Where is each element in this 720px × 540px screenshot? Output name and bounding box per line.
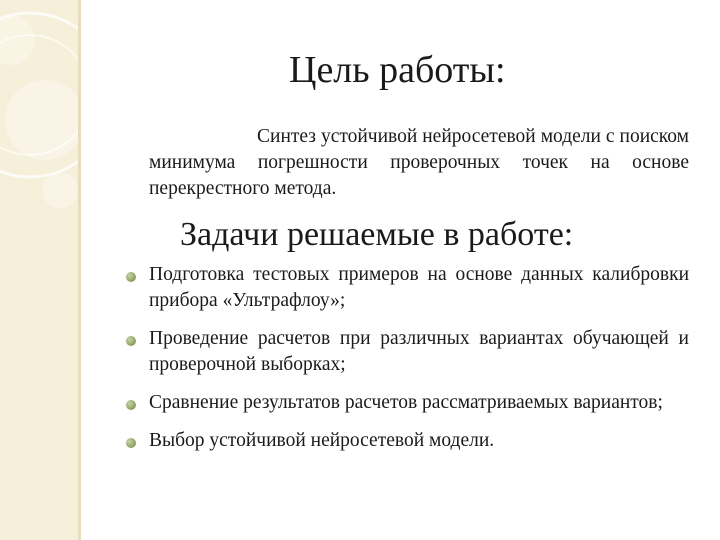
task-text: Проведение расчетов при различных вариантах обучающей и проверочной выборках;: [149, 328, 689, 375]
task-text: Выбор устойчивой нейросетевой модели.: [149, 430, 495, 451]
bullet-icon: [126, 438, 136, 448]
task-text: Подготовка тестовых примеров на основе данных калибровки прибора «Ультрафлоу»;: [149, 264, 689, 311]
task-item: [149, 262, 689, 314]
slide-title: Цель работы:: [289, 49, 506, 91]
decorative-circles: [0, 0, 78, 540]
bullet-icon: [126, 272, 136, 282]
tasks-heading: Задачи решаемые в работе:: [180, 216, 574, 253]
task-item: [149, 326, 689, 378]
bullet-icon: [126, 400, 136, 410]
task-item: [149, 428, 689, 454]
bullet-icon: [126, 336, 136, 346]
task-item: [149, 390, 689, 416]
goal-paragraph: Синтез устойчивой нейросетевой модели с поиском минимума погрешности проверочных точек на основе перекрестного метода.: [149, 126, 689, 199]
side-panel-border: [78, 0, 81, 540]
decorative-side-panel: [0, 0, 78, 540]
tasks-list: [149, 262, 689, 466]
task-text: Сравнение результатов расчетов рассматриваемых вариантов;: [149, 392, 663, 413]
